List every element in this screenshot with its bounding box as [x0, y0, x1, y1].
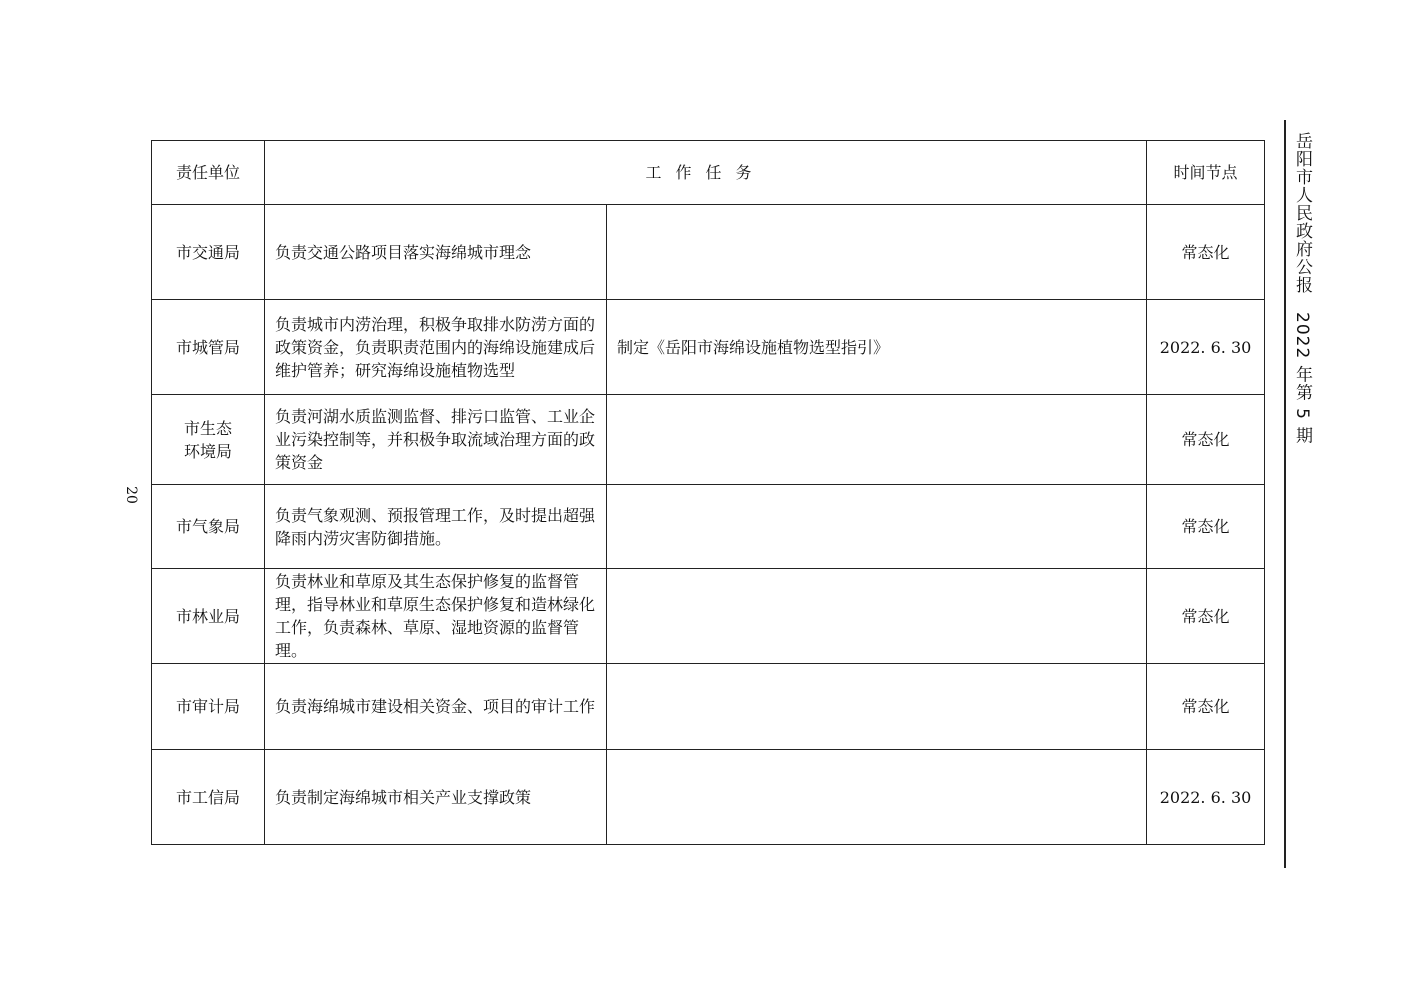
cell-unit: [152, 395, 265, 485]
cell-unit: 市气象局: [152, 485, 265, 569]
cell-duty: 负责交通公路项目落实海绵城市理念: [265, 205, 607, 300]
table-row: [152, 664, 1265, 750]
cell-time: 常态化: [1147, 664, 1265, 750]
cell-time: 2022. 6. 30: [1147, 300, 1265, 395]
cell-unit: 市工信局: [152, 750, 265, 845]
cell-unit: 市审计局: [152, 664, 265, 750]
cell-time: 2022. 6. 30: [1147, 750, 1265, 845]
header-row: [152, 141, 1265, 205]
cell-unit-line-1: 市生态: [183, 418, 232, 438]
journal-title: 岳阳市人民政府公报: [1292, 132, 1312, 294]
cell-unit-line-2: 环境局: [183, 441, 232, 461]
task-table: [151, 140, 1265, 845]
page-number: 20: [122, 486, 139, 504]
header-unit: 责任单位: [152, 141, 265, 205]
table-row: [152, 205, 1265, 300]
cell-unit: 市城管局: [152, 300, 265, 395]
table-row: [152, 485, 1265, 569]
cell-extra: [607, 569, 1147, 664]
cell-duty: 负责城市内涝治理，积极争取排水防涝方面的政策资金，负责职责范围内的海绵设施建成后维护管养；研究海绵设施植物选型: [265, 300, 607, 395]
table-row: [152, 569, 1265, 664]
cell-extra: [607, 750, 1147, 845]
table-row: [152, 300, 1265, 395]
cell-duty: 负责制定海绵城市相关产业支撑政策: [265, 750, 607, 845]
cell-duty: 负责气象观测、预报管理工作，及时提出超强降雨内涝灾害防御措施。: [265, 485, 607, 569]
cell-time: 常态化: [1147, 205, 1265, 300]
cell-duty: 负责海绵城市建设相关资金、项目的审计工作: [265, 664, 607, 750]
cell-extra: [607, 485, 1147, 569]
cell-unit: 市林业局: [152, 569, 265, 664]
table-row: [152, 750, 1265, 845]
cell-time: 常态化: [1147, 485, 1265, 569]
cell-extra: [607, 395, 1147, 485]
cell-time: 常态化: [1147, 569, 1265, 664]
cell-extra: [607, 664, 1147, 750]
margin-rule: [1284, 120, 1286, 868]
cell-extra: [607, 205, 1147, 300]
cell-unit: 市交通局: [152, 205, 265, 300]
cell-duty: 负责河湖水质监测监督、排污口监管、工业企业污染控制等，并积极争取流域治理方面的政策资金: [265, 395, 607, 485]
header-task: 工作任务: [265, 141, 1147, 205]
cell-time: 常态化: [1147, 395, 1265, 485]
journal-header: [1290, 132, 1315, 444]
cell-extra: 制定《岳阳市海绵设施植物选型指引》: [607, 300, 1147, 395]
header-time: 时间节点: [1147, 141, 1265, 205]
journal-issue: 2022 年第 5 期: [1292, 312, 1312, 445]
table-row: [152, 395, 1265, 485]
cell-duty: 负责林业和草原及其生态保护修复的监督管理，指导林业和草原生态保护修复和造林绿化工作，负责森林、草原、湿地资源的监督管理。: [265, 569, 607, 664]
